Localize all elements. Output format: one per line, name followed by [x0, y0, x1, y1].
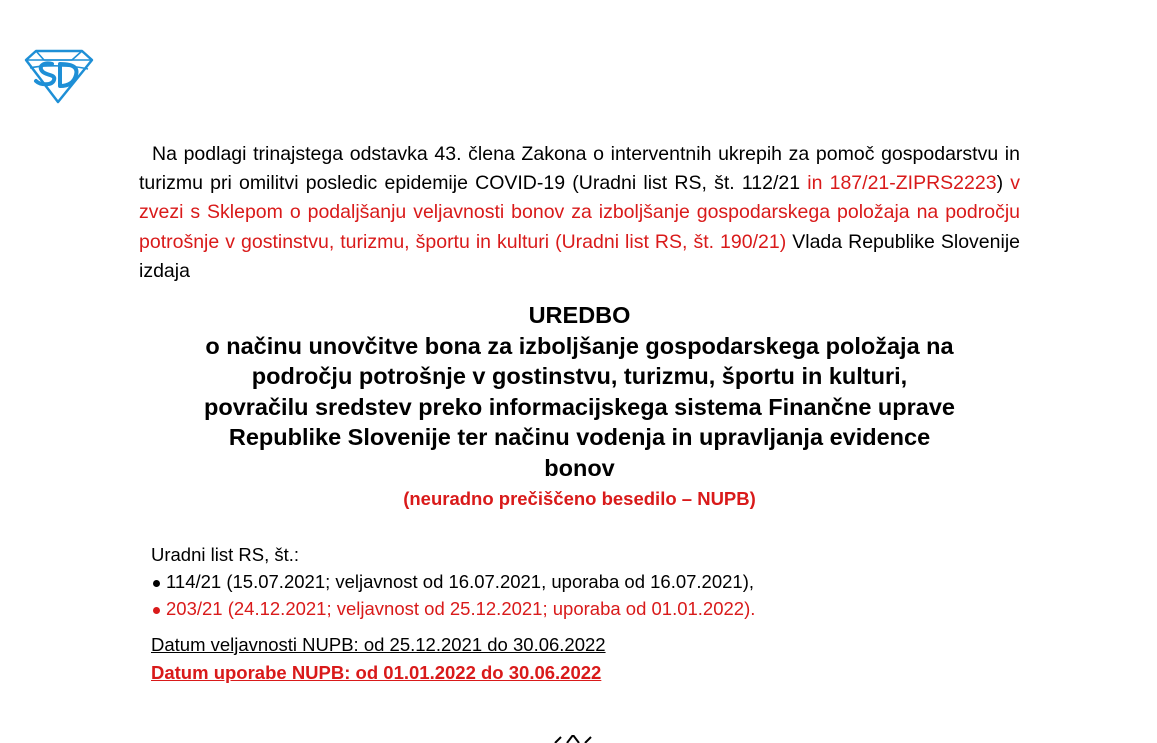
document-title	[139, 300, 1020, 483]
intro-amendment: in 187/21-ZIPRS2223	[800, 172, 997, 195]
title-line: bonov	[544, 454, 615, 481]
gazette-item-text: 203/21 (24.12.2021; veljavnost od 25.12.2021; uporaba od 01.01.2022).	[166, 598, 756, 619]
validity-dates	[151, 631, 606, 687]
usage-line: Datum uporabe NUPB: od 01.01.2022 do 30.06.2022	[151, 662, 602, 683]
intro-text: Na podlagi trinajstega odstavka 43. člena Zakona o interventnih ukrepih za pomoč gospodarstvu in turizmu pri omilitvi posledic epidemije COVID-19 (Uradni list RS, št. 112/21	[139, 143, 1020, 195]
document-subtitle: (neuradno prečiščeno besedilo – NUPB)	[403, 488, 756, 509]
gazette-references	[151, 541, 755, 622]
intro-decision-reference: v zvezi s Sklepom o podaljšanju veljavnosti bonov za izboljšanje gospodarskega položaja na področju potrošnje v gostinstvu, turizmu, športu in kulturi (Uradni list RS, št. 190/21)	[139, 172, 1020, 253]
intro-issuer: Vlada Republike Slovenije izdaja	[139, 230, 1021, 282]
gazette-item	[151, 568, 755, 595]
title-line: področju potrošnje v gostinstvu, turizmu, športu in kulturi,	[251, 363, 908, 389]
bullet-icon	[153, 580, 160, 587]
bullet-icon	[153, 607, 160, 614]
sd-logo-icon	[22, 48, 96, 104]
gazette-item	[151, 595, 755, 622]
intro-text-close: )	[996, 172, 1011, 195]
page-continuation-mark	[553, 735, 595, 743]
title-heading: UREDBO	[528, 302, 631, 328]
title-line: povračilu sredstev preko informacijskega sistema Finančne uprave	[203, 393, 955, 420]
title-line: Republike Slovenije ter načinu vodenja in upravljanja evidence	[228, 424, 931, 450]
intro-paragraph	[139, 140, 1020, 286]
validity-line: Datum veljavnosti NUPB: od 25.12.2021 do 30.06.2022	[151, 634, 606, 655]
gazette-item-text: 114/21 (15.07.2021; veljavnost od 16.07.2021, uporaba od 16.07.2021),	[166, 571, 755, 592]
title-line: o načinu unovčitve bona za izboljšanje gospodarskega položaja na	[205, 332, 954, 359]
gazette-label: Uradni list RS, št.:	[151, 544, 300, 565]
